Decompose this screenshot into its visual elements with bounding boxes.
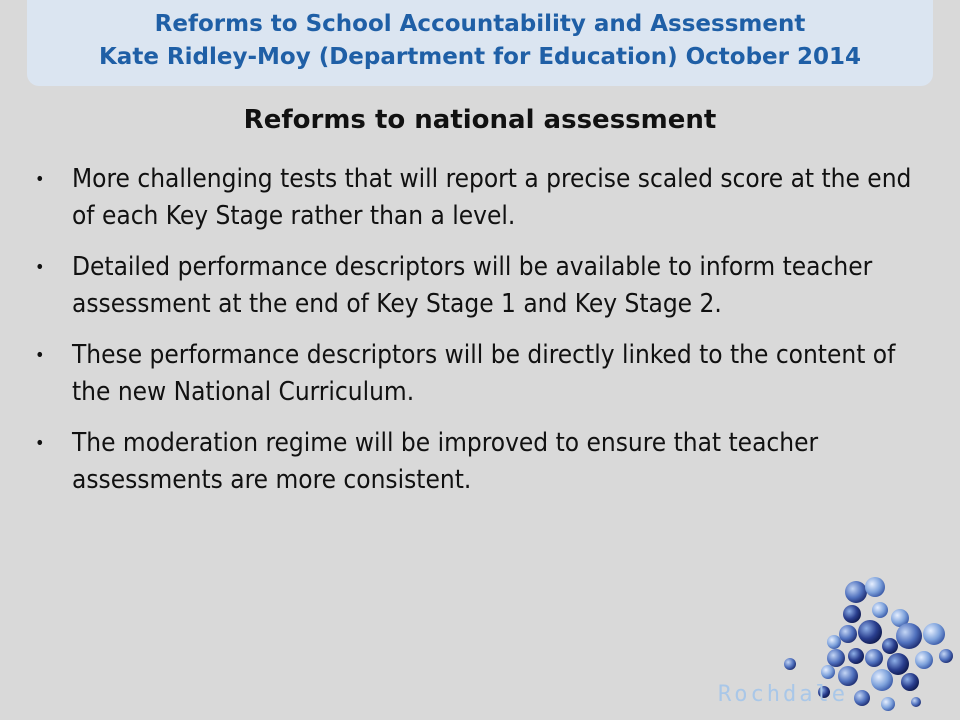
bullet-text: The moderation regime will be improved to ensure that teacher assessments are more consistent. (72, 428, 819, 495)
header-banner (27, 0, 933, 86)
bullet-text: Detailed performance descriptors will be available to inform teacher assessment at the end of Key Stage 1 and Key Stage 2. (72, 252, 873, 319)
logo-wordmark: Rochdale (718, 682, 848, 707)
bullet-item (32, 425, 932, 499)
bullet-item (32, 161, 932, 235)
slide-heading: Reforms to national assessment (243, 105, 717, 135)
presentation-author: Kate Ridley-Moy (Department for Education) October 2014 (98, 44, 862, 70)
bullet-text: More challenging tests that will report a precise scaled score at the end of each Key Stage rather than a level. (72, 164, 912, 231)
bullet-icon: • (35, 345, 45, 366)
bullet-item (32, 249, 932, 323)
bullet-list (32, 161, 932, 513)
bullet-icon: • (35, 433, 45, 454)
presentation-title: Reforms to School Accountability and Assessment (154, 11, 806, 37)
bullet-icon: • (35, 169, 45, 190)
bullet-text: These performance descriptors will be directly linked to the content of the new National Curriculum. (72, 340, 896, 407)
bullet-icon: • (35, 257, 45, 278)
bullet-item (32, 337, 932, 411)
